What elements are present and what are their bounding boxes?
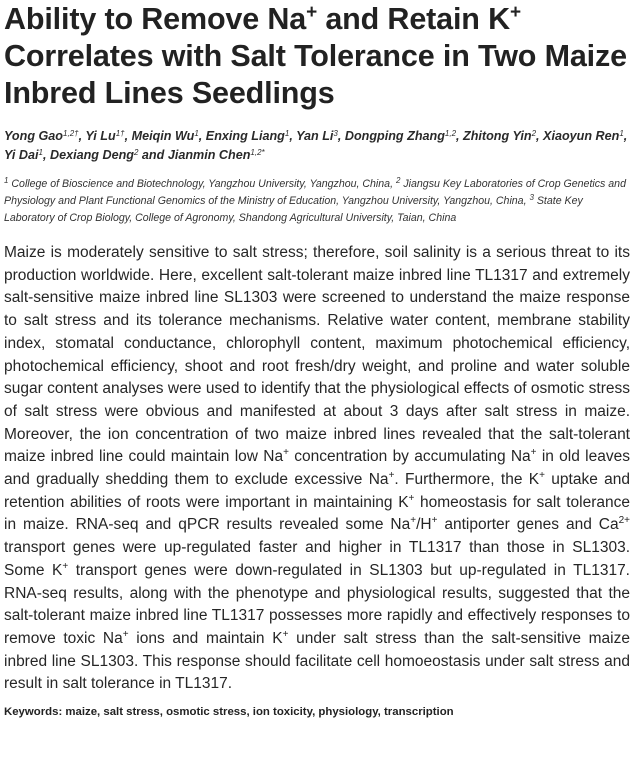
affiliation: State Key Laboratory of Crop Biology, College of Agronomy, Shandong Agricultural University, Taian, China	[4, 195, 583, 224]
title-text: Ability to Remove Na	[4, 2, 307, 36]
affiliations	[4, 176, 630, 227]
author[interactable]: Yan Li$^3$	[296, 129, 338, 143]
author[interactable]: Enxing Liang$^1$	[205, 129, 290, 143]
affiliation-marker: 1	[4, 176, 9, 185]
article-title	[4, 0, 630, 112]
author[interactable]: Jianmin Chen$^{1,2*}$	[167, 148, 265, 162]
affiliation: Jiangsu Key Laboratories of Crop Genetics and Physiology and Plant Functional Genomics of the Ministry of Education, Yangzhou University, Yangzhou, China,	[4, 178, 626, 207]
title-superscript: +	[306, 2, 318, 23]
author[interactable]: Zhitong Yin$^2$	[463, 129, 537, 143]
author[interactable]: Yi $Lu^{1\dagger}$	[85, 129, 125, 143]
author-list: Yong Gao$^{1,2\dagger}$, Yi $Lu^{1\dagger}$, Meiqin Wu$^1$, Enxing Liang$^1$, Yan Li$^3$, Dongping Zhang$^{1,2}$, Zhitong Yin$^2$, Xiaoyun Ren$^1$, Yi Dai$^1$, Dexiang Deng$^2$ and Jianmin Chen$^{1,2*}$	[4, 129, 628, 162]
author[interactable]: Yong Gao$^{1,2\dagger}$	[4, 129, 79, 143]
title-superscript: +	[509, 2, 521, 23]
author[interactable]: Yi Dai$^1$	[4, 148, 43, 162]
author[interactable]: Meiqin Wu$^1$	[131, 129, 199, 143]
author[interactable]: Dongping Zhang$^{1,2}$	[344, 129, 457, 143]
affiliation-marker: 2	[395, 176, 401, 185]
title-text: Correlates with Salt Tolerance in Two Maize Inbred Lines Seedlings	[4, 39, 627, 110]
title-text: and Retain K	[317, 2, 510, 36]
abstract: Maize is moderately sensitive to salt stress; therefore, soil salinity is a serious threat to its production worldwide. Here, excellent salt-tolerant maize inbred line TL1317 and extremely salt-sensitive maize inbred line SL1303 were screened to understand the maize response to salt stress and its tolerance mechanisms. Relative water content, membrane stability index, stomatal conductance, chlorophyll content, maximum photochemical efficiency, photochemical efficiency, shoot and root fresh/dry weight, and proline and water soluble sugar content analyses were used to identify that the physiological effects of osmotic stress of salt stress were obvious and manifested at about 3 days after salt stress in maize. Moreover, the ion concentration of two maize inbred lines revealed that the salt-tolerant maize inbred line could maintain low Na+ concentration by accumulating Na+ in old leaves and gradually shedding them to exclude excessive Na+. Furthermore, the K+ uptake and retention abilities of roots were important in maintaining K+ homeostasis for salt tolerance in maize. RNA-seq and qPCR results revealed some Na+/H+ antiporter genes and $Ca^{2+}$ transport genes were up-regulated faster and higher in TL1317 than those in SL1303. Some K+ transport genes were down-regulated in SL1303 but up-regulated in TL1317. RNA-seq results, along with the phenotype and physiological results, suggested that the salt-tolerant maize inbred line TL1317 possesses more rapidly and effectively responses to remove toxic Na+ ions and maintain K+ under salt stress than the salt-sensitive maize inbred line SL1303. This response should facilitate cell homoeostasis under salt stress and result in salt tolerance in TL1317.	[4, 244, 630, 693]
author[interactable]: Xiaoyun Ren$^1$	[543, 129, 624, 143]
author[interactable]: Dexiang Deng$^2$	[49, 148, 139, 162]
keywords: Keywords: maize, salt stress, osmotic stress, ion toxicity, physiology, transcription	[4, 706, 454, 719]
affiliation-marker: 3	[529, 193, 534, 202]
affiliation: College of Bioscience and Biotechnology, Yangzhou University, Yangzhou, China,	[8, 178, 396, 190]
